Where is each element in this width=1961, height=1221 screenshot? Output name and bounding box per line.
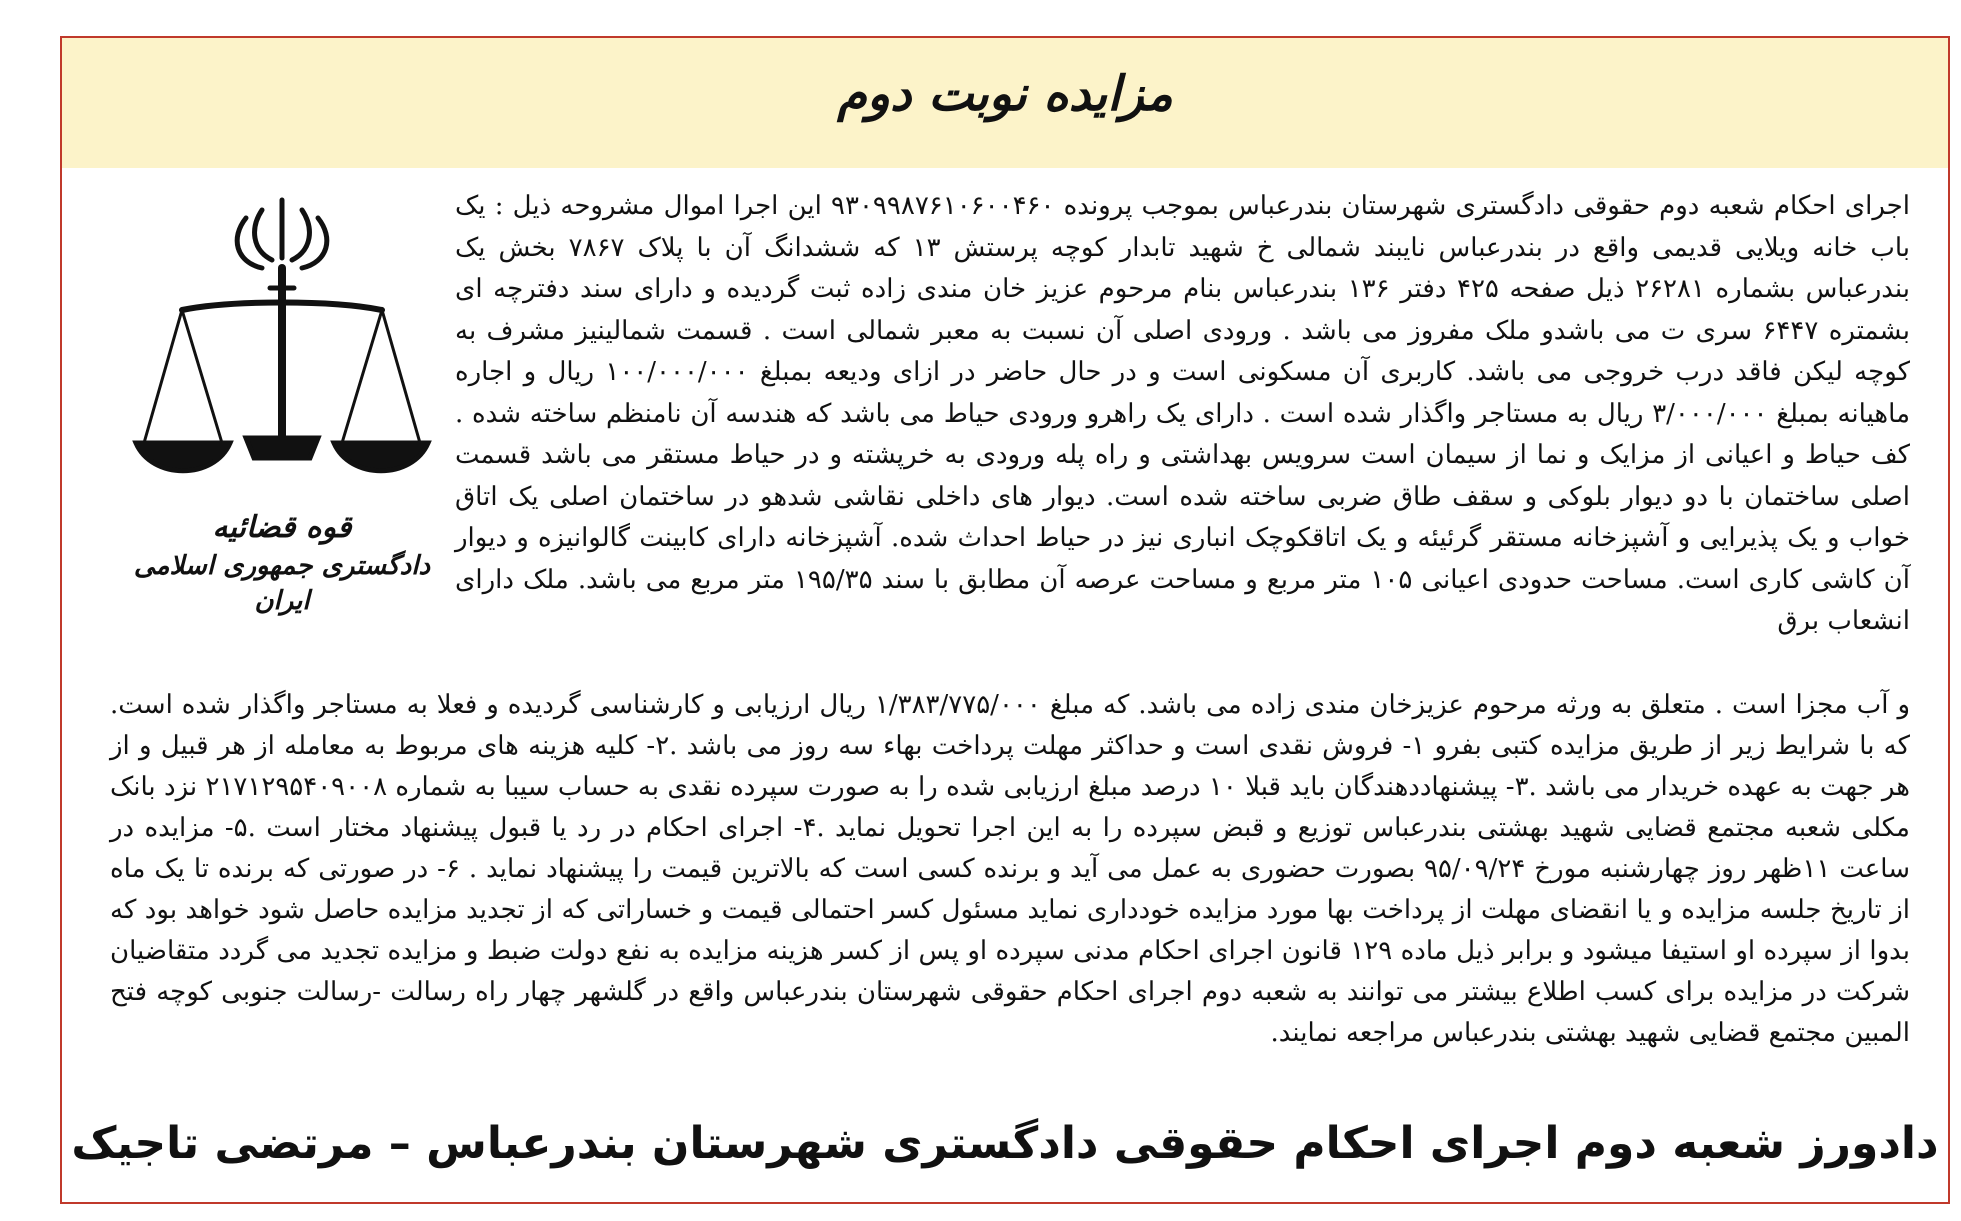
notice-body-top [455, 186, 1910, 643]
notice-paragraph-1: اجرای احکام شعبه دوم حقوقی دادگستری شهرستان بندرعباس بموجب پرونده ۹۳۰۹۹۸۷۶۱۰۶۰۰۴۶۰ این اجرا اموال مشروحه ذیل : یک باب خانه ویلایی قدیمی واقع در بندرعباس نایبند شمالی خ شهید تابدار کوچه پرستش ۱۳ که ششدانگ آن با پلاک ۷۸۶۷ بخش یک بندرعباس بشماره ۲۶۲۸۱ ذیل صفحه ۴۲۵ دفتر ۱۳۶ بندرعباس بنام مرحوم عزیز خان مندی زاده ثبت گردیده و دارای سند دفترچه ای بشمتره ۶۴۴۷ سری ت می باشدو ملک مفروز می باشد . ورودی اصلی آن نسبت به معبر شمالی است . قسمت شمالینیز مشرف به کوچه لیکن فاقد درب خروجی می باشد. کاربری آن مسکونی است و در حال حاضر در ازای ودیعه بمبلغ ۱۰۰/۰۰۰/۰۰۰ ریال و اجاره ماهیانه بمبلغ ۳/۰۰۰/۰۰۰ ریال به مستاجر واگذار شده است . دارای یک راهرو ورودی حیاط می باشد که هندسه آن نامنظم ساخته شده . کف حیاط و اعیانی از مزایک و نما از سیمان است سرویس بهداشتی و راه پله ورودی به خرپشته و در حیاط مستقر می باشد قسمت اصلی ساختمان با دو دیوار بلوکی و سقف طاق ضربی ساخته شده است. دیوار های داخلی نقاشی شدهو در ساختمان اصلی یک اتاق خواب و یک پذیرایی و آشپزخانه مستقر گرئیئه و یک اتاقکوچک انباری نیز در حیاط احداث شده. آشپزخانه دارای کابینت گالوانیزه و دیوار آن کاشی کاری است. مساحت حدودی اعیانی ۱۰۵ متر مربع و مساحت عرصه آن مطابق با سند ۱۹۵/۳۵ متر مربع می باشد. ملک دارای انشعاب برق [455, 191, 1911, 636]
emblem-caption-line2: دادگستری جمهوری اسلامی ایران [133, 550, 431, 616]
signature-line: دادورز شعبه دوم اجرای احکام حقوقی دادگستری شهرستان بندرعباس – مرتضی تاجیک [71, 1118, 1939, 1169]
notice-paragraph-2: و آب مجزا است . متعلق به ورثه مرحوم عزیزخان مندی زاده می باشد. که مبلغ ۱/۳۸۳/۷۷۵/۰۰۰ ریال ارزیابی و کارشناسی گردیده و فعلا به مستاجر واگذار شده است. که با شرایط زیر از طریق مزایده کتبی بفرو ۱- فروش نقدی است و حداکثر مهلت پرداخت بهاء سه روز می باشد .۲- کلیه هزینه های مربوط به معامله از هر قبیل و از هر جهت به عهده خریدار می باشد .۳- پیشنهاددهندگان باید قبلا ۱۰ درصد مبلغ ارزیابی شده را به صورت سپرده نقدی به حساب سیبا به شماره ۲۱۷۱۲۹۵۴۰۹۰۰۸ نزد بانک مکلی شعبه مجتمع قضایی شهید بهشتی بندرعباس توزیع و قبض سپرده را به این اجرا تحویل نماید .۴- اجرای احکام در رد یا قبول پیشنهاد مختار است .۵- مزایده در ساعت ۱۱ظهر روز چهارشنبه مورخ ۹۵/۰۹/۲۴ بصورت حضوری به عمل می آید و برنده کسی است که بالاترین قیمت را پیشنهاد نماید . ۶- در صورتی که برنده تا یک ماه از تاریخ جلسه مزایده و یا انقضای مهلت از پرداخت بها مورد مزایده خودداری نماید مسئول کسر احتمالی قیمت و خساراتی که از تجدید مزایده حاصل شود خواهد بود که بدوا از سپرده او استیفا میشود و برابر ذیل ماده ۱۲۹ قانون اجرای احکام مدنی سپرده او پس از کسر هزینه مزایده به نفع دولت ضبط و مزایده تجدید می گردد متقاضیان شرکت در مزایده برای کسب اطلاع بیشتر می توانند به شعبه دوم اجرای احکام حقوقی شهرستان بندرعباس واقع در گلشهر چهار راه رسالت -رسالت جنوبی کوچه فتح المبین مجتمع قضایی شهید بهشتی بندرعباس مراجعه نمایند. [110, 690, 1911, 1048]
notice-frame [60, 36, 1950, 1204]
notice-body-bottom [110, 685, 1910, 1054]
title-band [62, 38, 1948, 168]
emblem-caption [122, 508, 442, 619]
notice-title: مزایده نوبت دوم [837, 66, 1173, 122]
emblem-caption-line1: قوه قضائیه [212, 510, 352, 545]
